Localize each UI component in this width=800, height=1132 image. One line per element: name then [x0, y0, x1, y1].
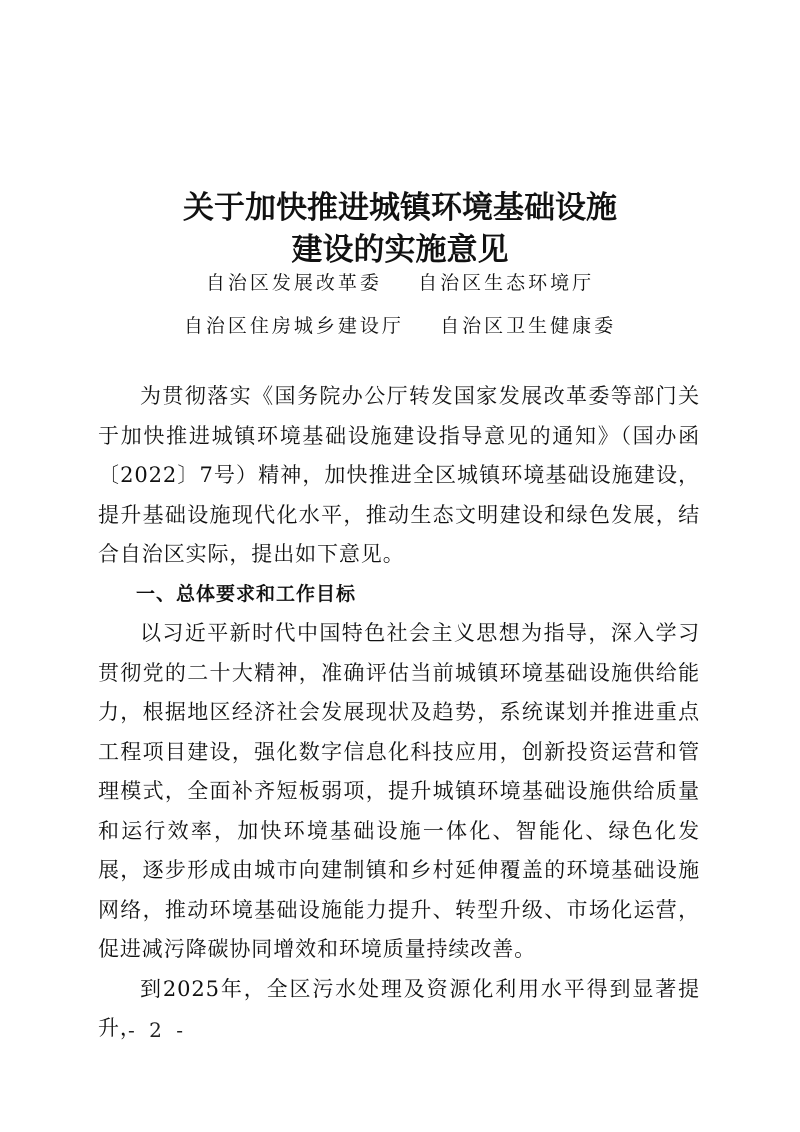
document-title-line-1: 关于加快推进城镇环境基础设施 — [183, 190, 617, 226]
page-number: - 2 - — [128, 1018, 187, 1042]
issuing-agencies-line-1: 自治区发展改革委 自治区生态环境厅 — [205, 272, 595, 294]
body-paragraph: 到2025年，全区污水处理及资源化利用水平得到显著提升， — [98, 976, 700, 1040]
document-title-line-2: 建设的实施意见 — [291, 232, 509, 268]
body-paragraph: 以习近平新时代中国特色社会主义思想为指导，深入学习贯彻党的二十大精神，准确评估当前城镇环境基础设施供给能力，根据地区经济社会发展现状及趋势，系统谋划并推进重点工程项目建设，强化数字信息化科技应用，创新投资运营和管理模式，全面补齐短板弱项，提升城镇环境基础设施供给质量和运行效率，加快环境基础设施一体化、智能化、绿色化发展，逐步形成由城市向建制镇和乡村延伸覆盖的环境基础设施网络，推动环境基础设施能力提升、转型升级、市场化运营，促进减污降碳协同增效和环境质量持续改善。 — [98, 621, 700, 961]
intro-paragraph: 为贯彻落实《国务院办公厅转发国家发展改革委等部门关于加快推进城镇环境基础设施建设指导意见的通知》（国办函〔2022〕7号）精神，加快推进全区城镇环境基础设施建设，提升基础设施现代化水平，推动生态文明建设和绿色发展，结合自治区实际，提出如下意见。 — [98, 384, 700, 566]
issuing-agencies-line-2: 自治区住房城乡建设厅 自治区卫生健康委 — [183, 315, 617, 337]
section-heading: 一、总体要求和工作目标 — [136, 582, 357, 605]
document-body — [98, 377, 700, 1049]
